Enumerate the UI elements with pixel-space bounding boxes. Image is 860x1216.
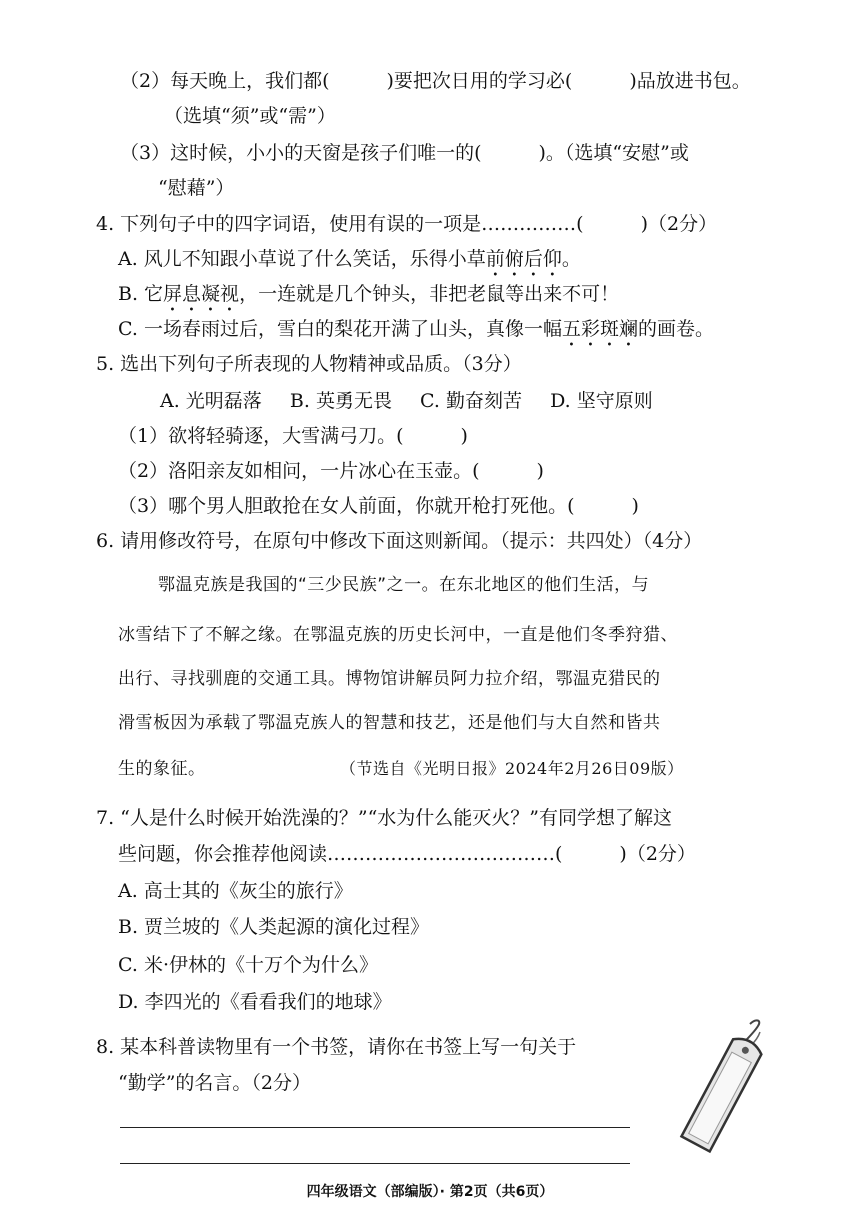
q4-stem: 4. 下列句子中的四字词语，使用有误的一项是……………( )（2分） (96, 213, 718, 235)
q5-option-c: C. 勤奋刻苦 (420, 390, 522, 412)
bookmark-icon (660, 1018, 770, 1158)
q7-stem-line-1: 7. “人是什么时候开始洗澡的？”“水为什么能灭火？”有同学想了解这 (96, 807, 673, 829)
q4-option-a-pre: A. 风儿不知跟小草说了什么笑话，乐得小草 (118, 248, 486, 270)
q6-stem: 6. 请用修改符号，在原句中修改下面这则新闻。（提示：共四处）（4分） (96, 530, 703, 552)
q6-source: （节选自《光明日报》2024年2月26日09版） (340, 759, 684, 778)
page-footer: 四年级语文（部编版）· 第2页（共6页） (306, 1184, 554, 1200)
q8-stem-line-2: “勤学”的名言。（2分） (118, 1072, 312, 1094)
q4-option-a (118, 246, 581, 281)
q5-stem: 5. 选出下列句子所表现的人物精神或品质。（3分） (96, 353, 522, 375)
q7-option-a: A. 高士其的《灰尘的旅行》 (118, 880, 353, 902)
q4-option-c (118, 316, 714, 351)
q5-item1: （1）欲将轻骑逐，大雪满弓刀。( ) (118, 425, 468, 447)
q6-news-line-2: 冰雪结下了不解之缘。在鄂温克族的历史长河中，一直是他们冬季狩猎、 (118, 625, 678, 645)
q6-news-line-1: 鄂温克族是我国的“三少民族”之一。在东北地区的他们生活，与 (158, 575, 650, 595)
q3-item3: （3）这时候，小小的天窗是孩子们唯一的( )。（选填“安慰”或 (120, 142, 689, 164)
q3-item2: （2）每天晚上，我们都( )要把次日用的学习必( )品放进书包。 (120, 70, 751, 92)
q4-option-b-word: 屏息凝视 (163, 283, 240, 305)
q5-option-a: A. 光明磊落 (160, 390, 262, 412)
q4-option-b-pre: B. 它 (118, 283, 164, 305)
q5-options (160, 388, 653, 414)
q4-option-b-post: ，一连就是几个钟头，非把老鼠等出来不可！ (239, 283, 620, 305)
q3-item2-hint: （选填“须”或“需”） (164, 105, 336, 127)
q5-item3: （3）哪个男人胆敢抢在女人前面，你就开枪打死他。( ) (118, 495, 639, 517)
q4-option-c-post: 的画卷。 (637, 318, 714, 340)
q7-stem-line-2: 些问题，你会推荐他阅读………………………………( )（2分） (118, 843, 696, 865)
q6-news-line-4: 滑雪板因为承载了鄂温克族人的智慧和技艺，还是他们与大自然和皆共 (118, 713, 661, 733)
q5-option-b: B. 英勇无畏 (289, 390, 392, 412)
q5-item2: （2）洛阳亲友如相问，一片冰心在玉壶。( ) (118, 460, 544, 482)
answer-line-2[interactable] (120, 1163, 630, 1164)
q3-item3-hint: “慰藉”） (158, 177, 235, 199)
q8-stem-line-1: 8. 某本科普读物里有一个书签，请你在书签上写一句关于 (96, 1036, 577, 1058)
answer-line-1[interactable] (120, 1127, 630, 1128)
q7-option-c: C. 米·伊林的《十万个为什么》 (118, 954, 378, 976)
q4-option-c-pre: C. 一场春雨过后，雪白的梨花开满了山头，真像一幅 (118, 318, 562, 340)
q4-option-b (118, 281, 619, 316)
q7-option-b: B. 贾兰坡的《人类起源的演化过程》 (118, 916, 430, 938)
q7-option-d: D. 李四光的《看看我们的地球》 (118, 991, 392, 1013)
q4-option-c-word: 五彩斑斓 (561, 318, 638, 340)
q4-option-a-word: 前俯后仰 (485, 248, 562, 270)
q6-news-line-5: 生的象征。 (118, 759, 206, 779)
q4-option-a-post: 。 (561, 248, 581, 270)
q5-option-d: D. 坚守原则 (550, 390, 653, 412)
q6-news-line-3: 出行、寻找驯鹿的交通工具。博物馆讲解员阿力拉介绍，鄂温克猎民的 (118, 669, 661, 689)
